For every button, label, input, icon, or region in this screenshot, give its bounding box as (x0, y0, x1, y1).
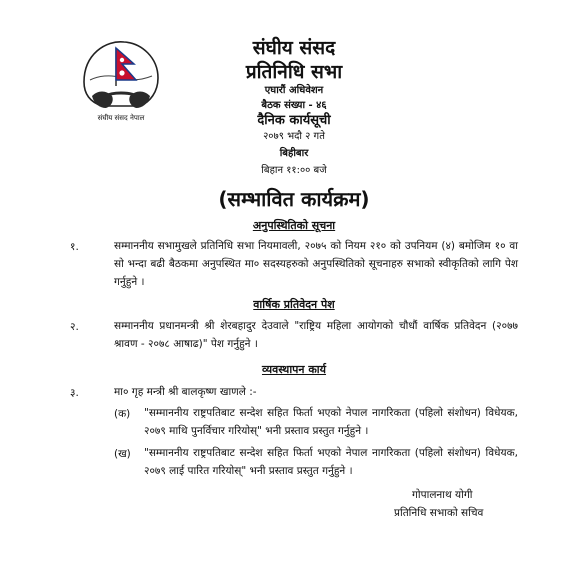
agenda-item-text: मा० गृह मन्त्री श्री बालकृष्ण खाणले :- (114, 386, 257, 398)
meeting-date: २०७९ भदौ २ गते (263, 131, 325, 142)
subitem-label: (क) (114, 408, 131, 420)
item-number: १. (70, 241, 79, 253)
section-heading: अनुपस्थितिको सूचना (252, 219, 336, 232)
agenda-item-text: सम्माननीय सभामुखले प्रतिनिधि सभा नियमावली, २०७५ को नियम २१० को उपनियम (४) बमोजिम १० वा सो भन्दा बढी बैठकमा अनुपस्थित मा० सदस्यहरुको अनुपस्थितिको सूचनाहरु सभाको स्वीकृतिको लागि पेश गर्नुहुने । (114, 240, 518, 288)
agenda-title: दैनिक कार्यसूची (257, 113, 331, 128)
signatory-title: प्रतिनिधि सभाको सचिव (394, 507, 484, 519)
subitem-label: (ख) (114, 448, 131, 460)
subitem-text: "सम्माननीय राष्ट्रपतिबाट सन्देश सहित फिर्ता भएको नेपाल नागरिकता (पहिलो संशोधन) विधेयक, २०७९ लाई पारित गरियोस्" भनी प्रस्ताव प्रस्तुत गर्नुहुने । (144, 447, 518, 477)
meeting-time: बिहान ११:०० बजे (261, 165, 327, 176)
section-heading: वार्षिक प्रतिवेदन पेश (253, 298, 335, 311)
section-heading: व्यवस्थापन कार्य (261, 363, 327, 376)
main-heading: (सम्भावित कार्यक्रम) (218, 187, 370, 211)
agenda-item-text: सम्माननीय प्रधानमन्त्री श्री शेरबहादुर देउवाले "राष्ट्रिय महिला आयोगको चौधौं वार्षिक प्रतिवेदन (२०७७ श्रावण - २०७८ आषाढ)" पेश गर्नुहुने । (114, 320, 518, 350)
signatory-name: गोपालनाथ योगी (412, 489, 473, 501)
session-label: एघारौं अधिवेशन (264, 85, 324, 96)
item-number: ३. (70, 387, 79, 399)
meeting-day: बिहीबार (279, 148, 309, 159)
document-title: संघीय संसद (252, 37, 336, 59)
meeting-number: बैठक संख्या - ४६ (261, 100, 327, 111)
logo-text: संघीय संसद नेपाल (97, 114, 145, 122)
item-number: २. (70, 321, 79, 333)
subitem-text: "सम्माननीय राष्ट्रपतिबाट सन्देश सहित फिर्ता भएको नेपाल नागरिकता (पहिलो संशोधन) विधेयक, २०७९ माथि पुनर्विचार गरियोस्" भनी प्रस्ताव प्रस्तुत गर्नुहुने । (144, 407, 518, 437)
document-subtitle: प्रतिनिधि सभा (245, 61, 343, 83)
